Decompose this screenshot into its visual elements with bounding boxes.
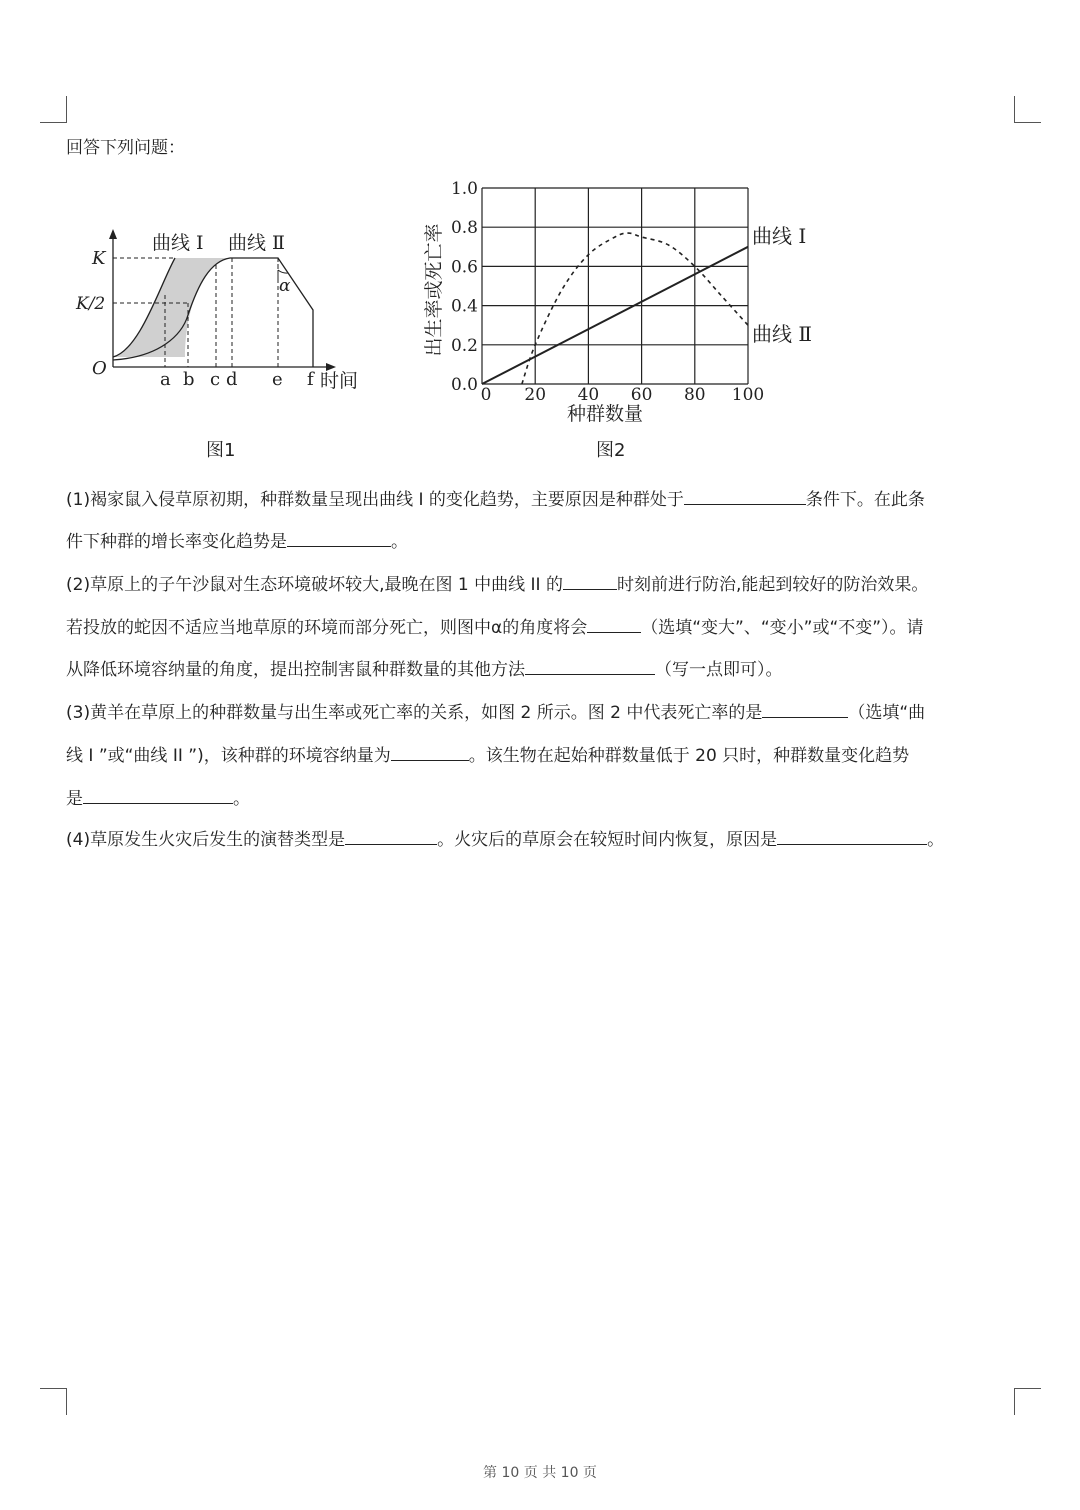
chart2-x-tick-label: 60 [630,385,653,405]
q1-text-c: 件下种群的增长率变化趋势是 [66,532,287,552]
q3-blank-1[interactable] [762,699,848,718]
q2-text-b: 时刻前进行防治,能起到较好的防治效果。 [616,575,929,595]
fig1-curve-1-label: 曲线 Ⅰ [152,232,204,254]
chart2-x-tick-label: 100 [731,385,765,405]
fig1-x-axis-title: 时间 [320,370,359,392]
page-footer: 第 10 页 共 10 页 [483,1465,597,1481]
q4-blank-1[interactable] [345,826,437,845]
q3-text-a: (3)黄羊在草原上的种群数量与出生率或死亡率的关系，如图 2 所示。图 2 中代表死亡率的是 [66,703,763,723]
q3-text-f: 。 [233,789,250,809]
chart2-y-tick-label: 0.8 [450,218,478,239]
q3-line-2 [66,742,909,766]
q2-line-2 [66,614,924,638]
q3-text-b: （选填“曲 [848,703,926,723]
crop-mark-bottom-left [40,1388,67,1415]
q3-blank-2[interactable] [391,742,469,761]
q1-blank-2[interactable] [287,528,391,547]
figure-1-caption: 图1 [206,440,236,461]
q2-blank-1[interactable] [563,571,617,590]
chart2-y-tick-label: 0.0 [450,375,478,395]
chart2-x-tick-label: 80 [683,385,706,405]
q1-text-b: 条件下。在此条 [805,490,925,510]
fig1-label-o: O [92,358,107,379]
fig1-angle-label: α [279,276,291,296]
q4-text-c: 。 [927,830,945,850]
crop-mark-top-left [40,96,67,123]
fig1-label-b: b [183,369,195,390]
figure-1 [70,225,380,410]
fig1-label-k2: K/2 [76,294,106,314]
fig1-label-k: K [92,248,106,269]
q3-line-3 [66,785,250,809]
fig1-label-c: c [210,369,221,390]
q2-text-f: （写一点即可）。 [655,660,783,680]
q1-text-a: (1)褐家鼠入侵草原初期，种群数量呈现出曲线 I 的变化趋势，主要原因是种群处于 [66,490,684,510]
chart2-label-curve-1: 曲线 Ⅰ [752,223,807,248]
fig1-y-arrow [109,229,117,239]
q3-text-d: 。该生物在起始种群数量低于 20 只时，种群数量变化趋势 [468,746,910,766]
q4-blank-2[interactable] [777,826,927,845]
chart2-x-tick-label: 20 [524,385,547,405]
figure-2-chart [420,175,830,430]
fig1-label-f: f [307,369,314,390]
chart2-y-axis-title: 出生率或死亡率 [423,223,445,357]
q2-blank-3[interactable] [525,656,655,675]
chart2-y-tick-label: 0.6 [450,257,478,278]
q2-blank-2[interactable] [587,614,641,633]
chart2-series-curve-1 [482,247,748,384]
chart2-series-curve-2 [522,233,748,384]
q2-text-e: 从降低环境容纳量的角度，提出控制害鼠种群数量的其他方法 [66,660,525,680]
q2-text-a: (2)草原上的子午沙鼠对生态环境破坏较大,最晚在图 1 中曲线 II 的 [66,575,563,595]
chart2-y-tick-label: 0.2 [450,335,478,356]
fig1-curve-2-label: 曲线 Ⅱ [228,232,285,254]
q4-line [66,826,944,850]
q3-text-e: 是 [66,789,83,809]
fig1-label-e: e [272,369,283,390]
q2-text-d: （选填“变大”、“变小”或“不变”）。请 [641,618,924,638]
chart2-x-axis-title: 种群数量 [566,403,644,425]
q1-line-1 [66,486,925,510]
crop-mark-top-right [1014,96,1041,123]
q2-line-3 [66,656,783,680]
q3-blank-3[interactable] [83,785,233,804]
figure-2-caption: 图2 [596,440,626,461]
chart2-y-tick-label: 0.4 [450,296,478,317]
chart2-x-tick-label: 40 [577,385,600,405]
fig1-label-a: a [160,369,171,390]
q1-text-d: 。 [391,532,408,552]
q4-text-a: (4)草原发生火灾后发生的演替类型是 [66,830,346,850]
chart2-y-tick-label: 1.0 [450,179,478,199]
chart2-x-tick-label: 0 [480,385,492,405]
q3-line-1 [66,699,925,723]
q2-text-c: 若投放的蛇因不适应当地草原的环境而部分死亡，则图中α的角度将会 [66,618,588,638]
crop-mark-bottom-right [1014,1388,1041,1415]
q4-text-b: 。火灾后的草原会在较短时间内恢复，原因是 [437,830,778,850]
q1-line-2 [66,528,408,552]
chart2-label-curve-2: 曲线 Ⅱ [752,321,812,346]
q2-line-1 [66,571,928,595]
intro-text: 回答下列问题： [66,138,185,158]
fig1-label-d: d [226,369,238,390]
q1-blank-1[interactable] [684,486,806,505]
fig1-shaded-area [113,258,230,357]
q3-text-c: 线 I ”或“曲线 II ”)，该种群的环境容纳量为 [66,746,391,766]
